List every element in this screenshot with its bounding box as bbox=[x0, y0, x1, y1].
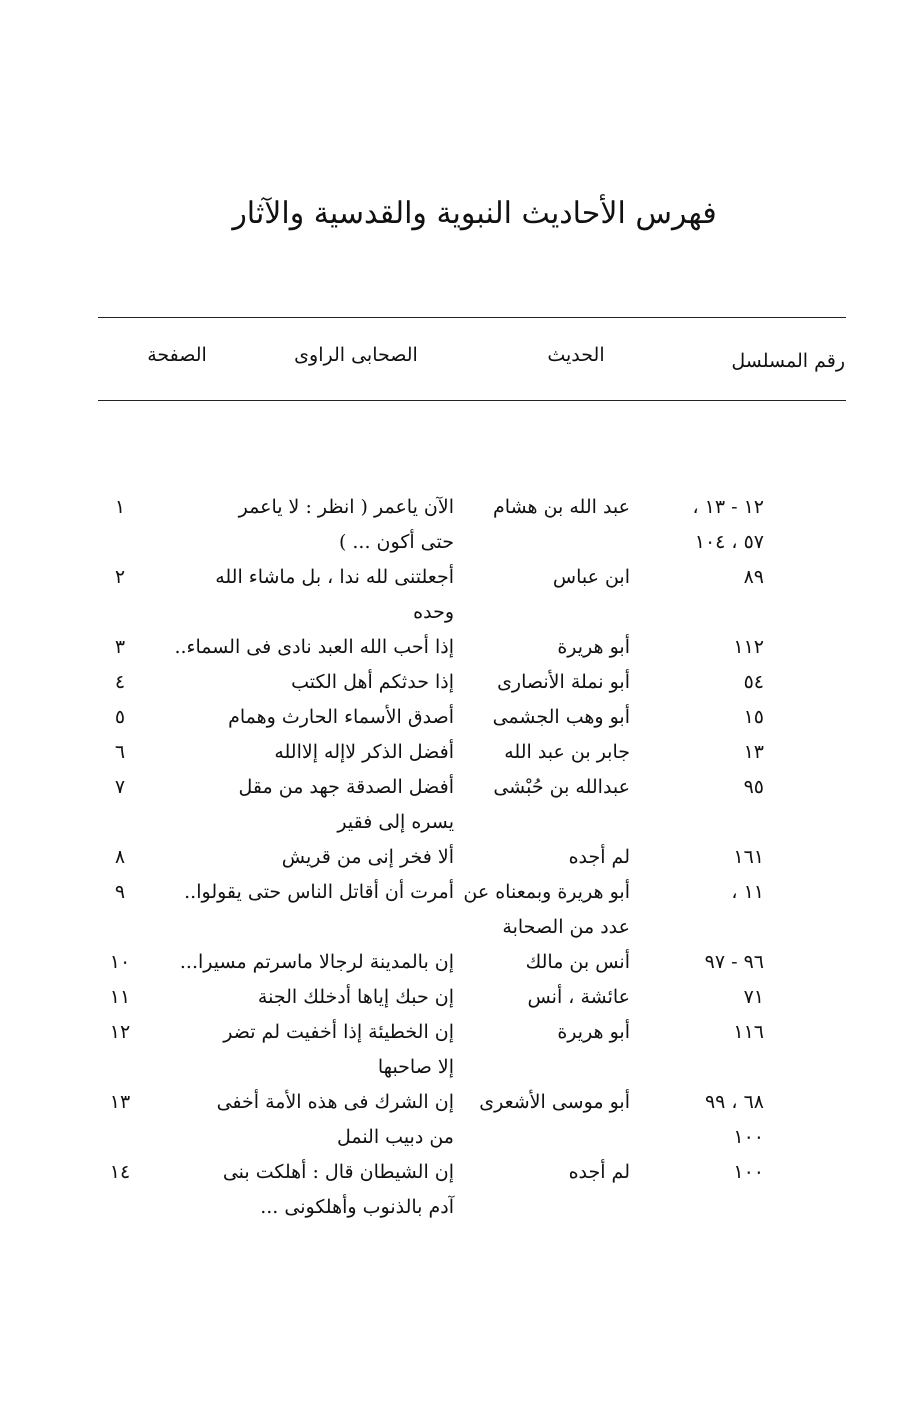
row-hadith-text: من دبيب النمل bbox=[336, 1126, 454, 1148]
table-row bbox=[0, 980, 909, 1015]
row-serial-number: ١٣ bbox=[109, 1091, 131, 1113]
row-page-numbers bbox=[640, 805, 770, 840]
row-page-numbers bbox=[640, 1050, 770, 1085]
row-left-margin bbox=[770, 525, 909, 560]
table-row bbox=[0, 805, 909, 840]
row-left-margin bbox=[770, 630, 909, 665]
row-left-margin bbox=[770, 805, 909, 840]
header-top-rule bbox=[98, 317, 846, 318]
row-left-margin bbox=[770, 770, 909, 805]
table-row bbox=[0, 1015, 909, 1050]
row-page-numbers: ١١٢ bbox=[733, 636, 764, 658]
table-row bbox=[0, 630, 909, 665]
row-page-numbers: ٥٧ ، ١٠٤ bbox=[694, 531, 764, 553]
row-hadith-text: أصدق الأسماء الحارث وهمام bbox=[228, 706, 454, 728]
row-hadith-text: إن الشرك فى هذه الأمة أخفى bbox=[216, 1091, 454, 1113]
row-hadith-text: إن بالمدينة لرجالا ماسرتم مسيرا... bbox=[179, 951, 454, 973]
row-serial-number: ٥ bbox=[114, 706, 126, 728]
row-page-numbers: ٨٩ bbox=[743, 566, 764, 588]
table-row bbox=[0, 700, 909, 735]
row-narrator: ابن عباس bbox=[552, 566, 630, 588]
row-page-numbers: ١٠٠ bbox=[733, 1126, 764, 1148]
row-left-margin bbox=[770, 1155, 909, 1190]
row-hadith-text: إن حبك إياها أدخلك الجنة bbox=[257, 986, 454, 1008]
table-row bbox=[0, 665, 909, 700]
row-hadith-text: أمرت أن أقاتل الناس حتى يقولوا.. bbox=[184, 881, 454, 903]
table-row bbox=[0, 595, 909, 630]
row-hadith-text: إذا أحب الله العبد نادى فى السماء.. bbox=[174, 636, 454, 658]
row-hadith-text: إذا حدثكم أهل الكتب bbox=[291, 671, 454, 693]
table-row bbox=[0, 1050, 909, 1085]
header-narrator: الصحابى الراوى bbox=[294, 344, 418, 366]
row-narrator: جابر بن عبد الله bbox=[504, 741, 630, 763]
row-page-numbers bbox=[640, 1190, 770, 1225]
row-serial-number: ١١ bbox=[109, 986, 131, 1008]
row-page-numbers: ٧١ bbox=[743, 986, 764, 1008]
row-hadith-text: آدم بالذنوب وأهلكونى ... bbox=[260, 1196, 454, 1218]
row-left-margin bbox=[770, 875, 909, 910]
row-narrator bbox=[460, 1050, 640, 1085]
row-narrator bbox=[460, 595, 640, 630]
row-left-margin bbox=[770, 1015, 909, 1050]
row-narrator: أبو هريرة bbox=[557, 636, 630, 658]
row-hadith-text: أفضل الذكر لاإله إلاالله bbox=[274, 741, 454, 763]
row-left-margin bbox=[770, 665, 909, 700]
row-hadith-text: حتى أكون ... ) bbox=[338, 531, 454, 553]
row-hadith-text: إن الشيطان قال : أهلكت بنى bbox=[222, 1161, 454, 1183]
row-serial-number: ٨ bbox=[114, 846, 126, 868]
row-narrator bbox=[460, 1190, 640, 1225]
row-page-numbers: ٩٥ bbox=[743, 776, 764, 798]
row-narrator: أبو هريرة bbox=[557, 1021, 630, 1043]
row-serial-number: ٤ bbox=[114, 671, 126, 693]
table-row bbox=[0, 735, 909, 770]
row-left-margin bbox=[770, 1190, 909, 1225]
row-hadith-text: إلا صاحبها bbox=[377, 1056, 454, 1078]
table-row bbox=[0, 1155, 909, 1190]
row-left-margin bbox=[770, 945, 909, 980]
row-page-numbers: ٩٦ - ٩٧ bbox=[704, 951, 764, 973]
row-left-margin bbox=[770, 980, 909, 1015]
row-left-margin bbox=[770, 490, 909, 525]
row-page-numbers: ١٠٠ bbox=[733, 1161, 764, 1183]
row-left-margin bbox=[770, 1120, 909, 1155]
row-left-margin bbox=[770, 840, 909, 875]
row-page-numbers: ٥٤ bbox=[743, 671, 764, 693]
row-hadith-text: أجعلتنى لله ندا ، بل ماشاء الله bbox=[215, 566, 454, 588]
table-row bbox=[0, 1190, 909, 1225]
hadith-index-table bbox=[0, 490, 909, 1225]
table-row bbox=[0, 910, 909, 945]
header-serial-number: رقم المسلسل bbox=[731, 350, 845, 372]
row-left-margin bbox=[770, 735, 909, 770]
row-serial-number bbox=[0, 1050, 180, 1085]
table-row bbox=[0, 525, 909, 560]
row-page-numbers bbox=[640, 910, 770, 945]
row-left-margin bbox=[770, 910, 909, 945]
header-bottom-rule bbox=[98, 400, 846, 401]
row-page-numbers: ١١٦ bbox=[733, 1021, 764, 1043]
row-page-numbers: ١٢ - ١٣ ، bbox=[692, 496, 764, 518]
row-serial-number bbox=[0, 1190, 180, 1225]
row-serial-number bbox=[0, 595, 180, 630]
row-narrator: لم أجده bbox=[568, 846, 630, 868]
row-narrator bbox=[460, 525, 640, 560]
row-serial-number: ٩ bbox=[114, 881, 126, 903]
row-serial-number: ٣ bbox=[114, 636, 126, 658]
row-narrator: أبو نملة الأنصارى bbox=[497, 671, 630, 693]
row-narrator: أنس بن مالك bbox=[525, 951, 630, 973]
row-page-numbers: ١٣ bbox=[743, 741, 764, 763]
row-serial-number: ١ bbox=[114, 496, 126, 518]
row-left-margin bbox=[770, 595, 909, 630]
row-page-numbers bbox=[640, 595, 770, 630]
row-serial-number bbox=[0, 805, 180, 840]
table-row bbox=[0, 875, 909, 910]
row-left-margin bbox=[770, 1085, 909, 1120]
row-serial-number bbox=[0, 525, 180, 560]
row-narrator bbox=[460, 1120, 640, 1155]
row-narrator: عبدالله بن حُبْشى bbox=[493, 776, 630, 798]
row-hadith-text: أفضل الصدقة جهد من مقل bbox=[238, 776, 454, 798]
row-left-margin bbox=[770, 700, 909, 735]
table-row bbox=[0, 560, 909, 595]
row-hadith-text: وحده bbox=[413, 601, 454, 623]
row-hadith-text: الآن ياعمر ( انظر : لا ياعمر bbox=[238, 496, 454, 518]
row-hadith-text bbox=[180, 910, 460, 945]
row-page-numbers: ١٦١ bbox=[733, 846, 764, 868]
row-hadith-text: إن الخطيئة إذا أخفيت لم تضر bbox=[223, 1021, 454, 1043]
table-row bbox=[0, 770, 909, 805]
row-serial-number: ٧ bbox=[114, 776, 126, 798]
table-row bbox=[0, 1085, 909, 1120]
row-narrator bbox=[460, 805, 640, 840]
row-page-numbers: ١١ ، bbox=[731, 881, 764, 903]
row-narrator: عبد الله بن هشام bbox=[493, 496, 630, 518]
row-narrator: عائشة ، أنس bbox=[527, 986, 630, 1008]
table-row bbox=[0, 840, 909, 875]
header-hadith: الحديث bbox=[547, 344, 605, 366]
row-narrator: أبو موسى الأشعرى bbox=[479, 1091, 630, 1113]
row-serial-number: ٢ bbox=[114, 566, 126, 588]
row-serial-number bbox=[0, 910, 180, 945]
row-narrator: أبو وهب الجشمى bbox=[492, 706, 630, 728]
table-row bbox=[0, 945, 909, 980]
row-narrator: لم أجده bbox=[568, 1161, 630, 1183]
row-serial-number: ١٢ bbox=[109, 1021, 131, 1043]
row-page-numbers: ٦٨ ، ٩٩ bbox=[704, 1091, 764, 1113]
page-title: فهرس الأحاديث النبوية والقدسية والآثار bbox=[232, 196, 717, 231]
row-narrator: أبو هريرة وبمعناه عن bbox=[463, 881, 630, 903]
row-left-margin bbox=[770, 560, 909, 595]
row-hadith-text: ألا فخر إنى من قريش bbox=[281, 846, 454, 868]
row-hadith-text: يسره إلى فقير bbox=[337, 811, 454, 833]
row-serial-number: ١٠ bbox=[109, 951, 131, 973]
table-row bbox=[0, 490, 909, 525]
row-left-margin bbox=[770, 1050, 909, 1085]
table-row bbox=[0, 1120, 909, 1155]
row-serial-number: ٦ bbox=[114, 741, 126, 763]
header-page: الصفحة bbox=[147, 344, 207, 366]
row-serial-number bbox=[0, 1120, 180, 1155]
row-page-numbers: ١٥ bbox=[743, 706, 764, 728]
row-narrator: عدد من الصحابة bbox=[502, 916, 630, 938]
row-serial-number: ١٤ bbox=[109, 1161, 131, 1183]
